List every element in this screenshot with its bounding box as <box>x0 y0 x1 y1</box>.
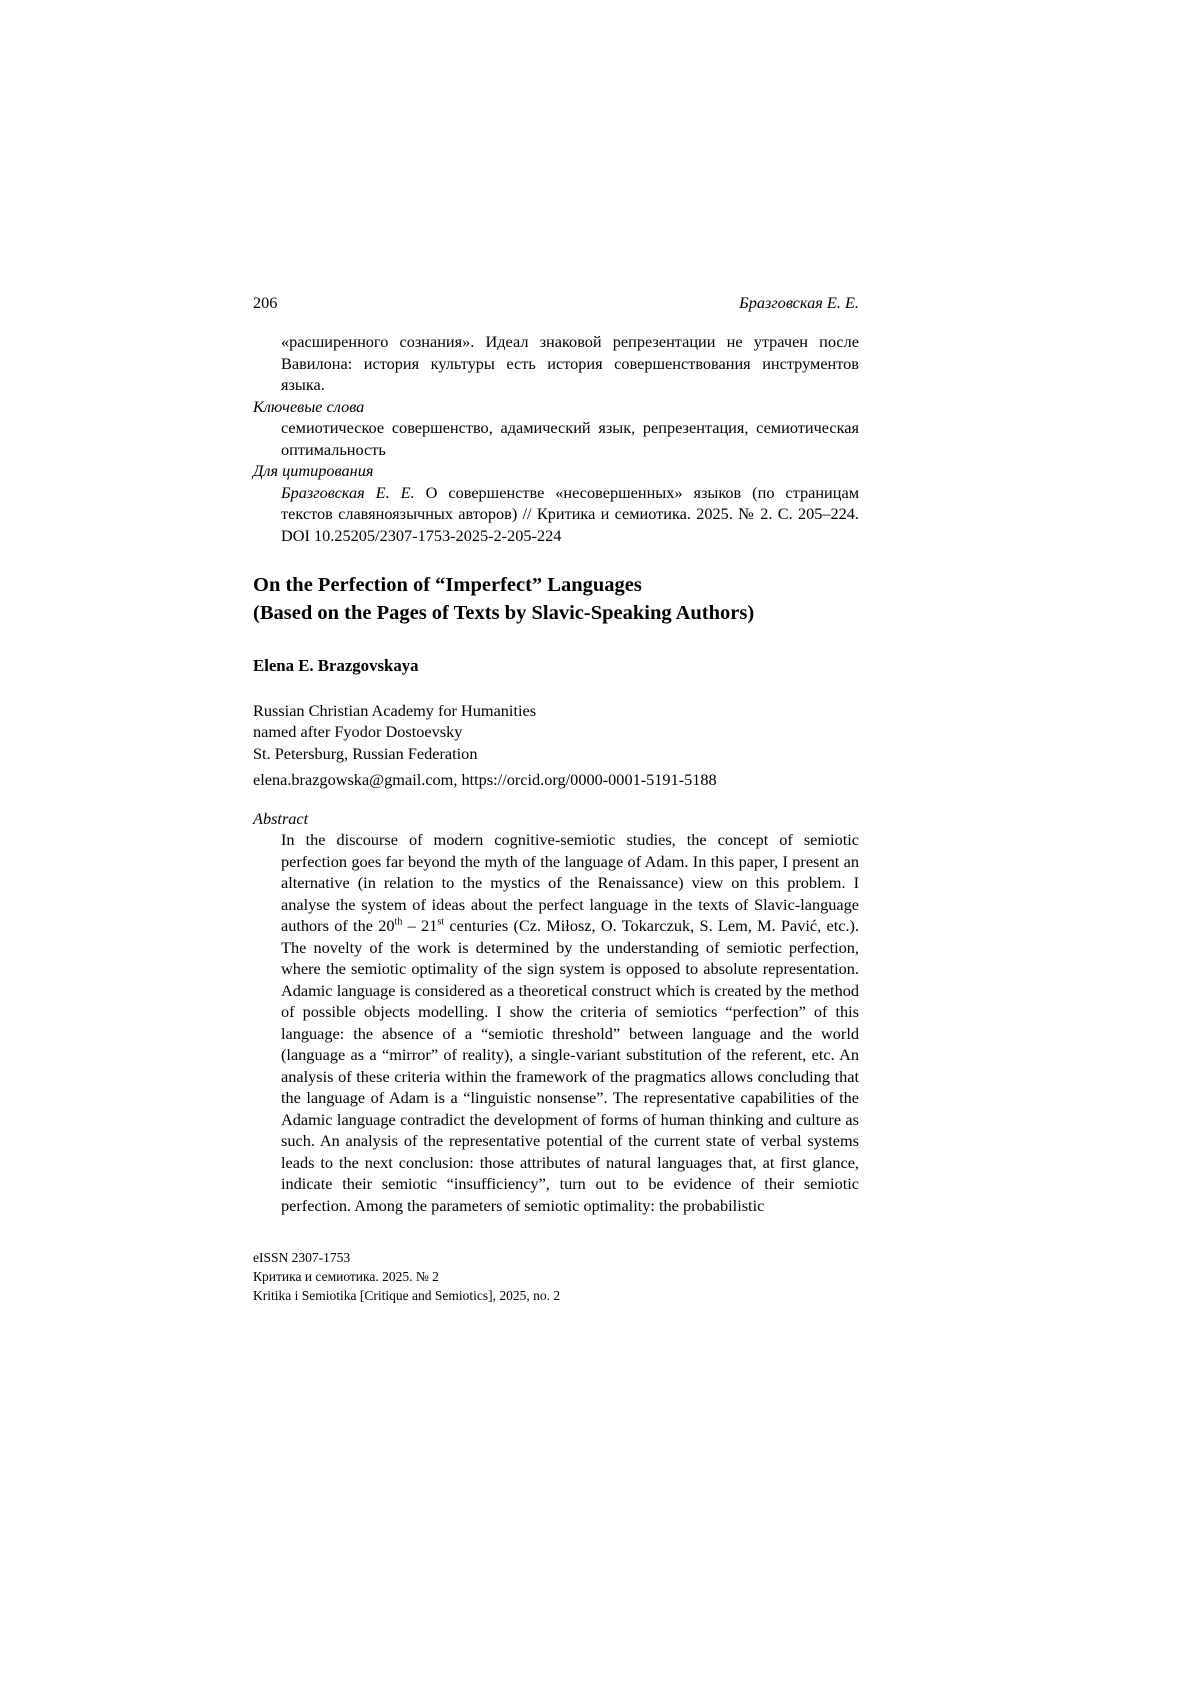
abstract-part-2: – 21 <box>402 916 438 935</box>
abstract-label: Abstract <box>253 808 309 828</box>
affiliation-line-1: Russian Christian Academy for Humanities <box>253 700 537 720</box>
running-header <box>253 292 859 313</box>
footer-journal-en: Kritika i Semiotika [Critique and Semiotics], 2025, no. 2 <box>253 1288 561 1303</box>
abstract-text <box>281 829 859 1216</box>
abstract-part-3: centuries (Cz. Miłosz, O. Tokarczuk, S. Lem, M. Pavić, etc.). The novelty of the work is determined by the understanding of semiotic perfection, where the semiotic optimality of the sign system is opposed to absolute representation. Adamic language is considered as a theoretical construct which is created by the method of possible objects modelling. I show the criteria of semiotics “perfection” of this language: the absence of a “semiotic threshold” between language and the world (language as a “mirror” of reality), a single-variant substitution of the referent, etc. An analysis of these criteria within the framework of the pragmatics allows concluding that the language of Adam is a “linguistic nonsense”. The representative capabilities of the Adamic language contradict the development of forms of human thinking and culture as such. An analysis of the representative potential of the current state of verbal systems leads to the next conclusion: those attributes of natural languages that, at first glance, indicate their semiotic “insufficiency”, turn out to be evidence of their semiotic perfection. Among the parameters of semiotic optimality: the probabilistic <box>281 916 860 1215</box>
footer-journal-ru: Критика и семиотика. 2025. № 2 <box>253 1269 439 1284</box>
abstract-part-1: In the discourse of modern cognitive-semiotic studies, the concept of semiotic perfection goes far beyond the myth of the language of Adam. In this paper, I present an alternative (in relation to the mystics of the Renaissance) view on this problem. I analyse the system of ideas about the perfect language in the texts of Slavic-language authors of the 20 <box>281 830 859 935</box>
abstract-superscript-st: st <box>437 916 445 928</box>
article-title <box>253 572 859 627</box>
running-author: Бразговская Е. Е. <box>739 293 859 312</box>
keywords-label: Ключевые слова <box>253 396 365 416</box>
page-number: 206 <box>253 293 278 312</box>
affiliation-line-2: named after Fyodor Dostoevsky <box>253 722 463 741</box>
article-title-line-2: (Based on the Pages of Texts by Slavic-Speaking Authors) <box>253 601 755 624</box>
article-title-line-1: On the Perfection of “Imperfect” Languages <box>253 574 642 596</box>
annotation-continuation-paragraph: «расширенного сознания». Идеал знаковой репрезентации не утрачен после Вавилона: история культуры есть история совершенствования инструментов языка. <box>281 332 859 394</box>
citation-label: Для цитирования <box>253 461 374 480</box>
citation-paragraph <box>281 482 859 547</box>
page-content <box>253 292 859 1305</box>
citation-author: Бразговская Е. Е. <box>281 482 415 502</box>
affiliation-block <box>253 700 859 765</box>
contact-line: elena.brazgowska@gmail.com, https://orcid.org/0000-0001-5191-5188 <box>253 770 717 789</box>
author-name: Elena E. Brazgovskaya <box>253 656 419 675</box>
affiliation-line-3: St. Petersburg, Russian Federation <box>253 743 478 763</box>
footer-eissn: eISSN 2307-1753 <box>253 1250 351 1265</box>
keywords-text: семиотическое совершенство, адамический язык, репрезентация, семиотическая оптимальность <box>281 418 859 459</box>
page-footer <box>253 1248 859 1305</box>
abstract-superscript-th: th <box>394 916 403 928</box>
citation-rest: О совершенстве «несовершенных» языков (по страницам текстов славяноязычных авторов) // Критика и семиотика. 2025. № 2. С. 205–224. DOI 10.25205/2307-1753-2025-2-205-224 <box>281 482 859 545</box>
